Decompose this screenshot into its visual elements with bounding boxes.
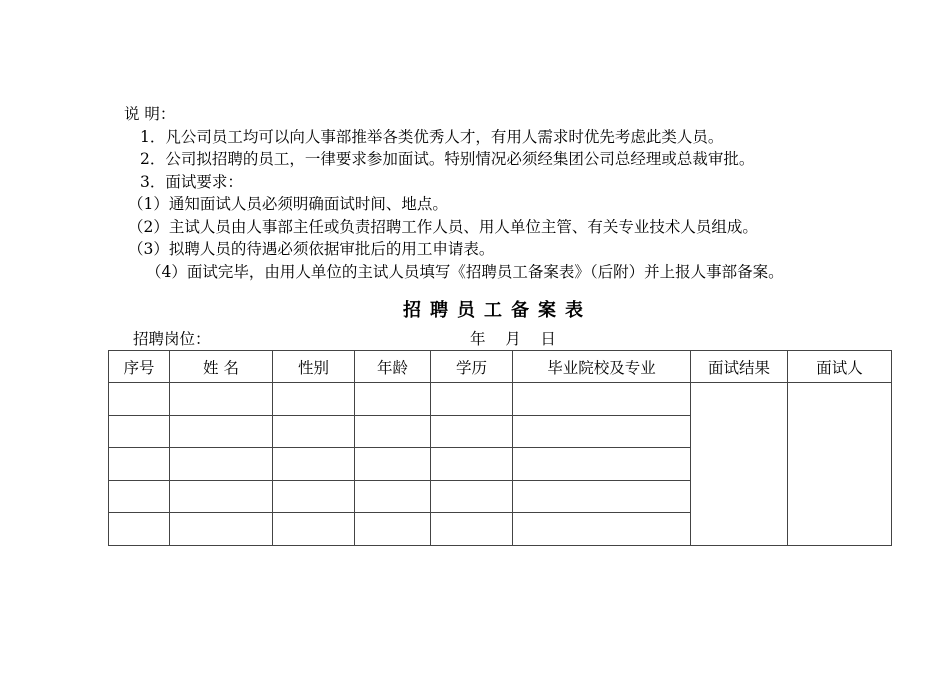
cell-school-major[interactable] xyxy=(513,513,691,546)
col-header-education: 学历 xyxy=(431,351,513,383)
cell-gender[interactable] xyxy=(273,383,355,416)
position-label: 招聘岗位： xyxy=(133,330,211,348)
cell-school-major[interactable] xyxy=(513,415,691,448)
col-header-name: 姓 名 xyxy=(170,351,273,383)
cell-number[interactable] xyxy=(109,448,170,481)
cell-gender[interactable] xyxy=(273,480,355,513)
col-header-age: 年龄 xyxy=(355,351,431,383)
col-header-school-major: 毕业院校及专业 xyxy=(513,351,691,383)
cell-name[interactable] xyxy=(170,480,273,513)
col-header-number: 序号 xyxy=(109,351,170,383)
cell-name[interactable] xyxy=(170,415,273,448)
instruction-item-2: 2．公司拟招聘的员工，一律要求参加面试。特别情况必须经集团公司总经理或总裁审批。 xyxy=(140,150,755,168)
date-label: 年 月 日 xyxy=(470,330,556,348)
cell-gender[interactable] xyxy=(273,415,355,448)
cell-age[interactable] xyxy=(355,513,431,546)
cell-gender[interactable] xyxy=(273,513,355,546)
instruction-subitem-2: （2）主试人员由人事部主任或负责招聘工作人员、用人单位主管、有关专业技术人员组成。 xyxy=(128,217,758,236)
cell-education[interactable] xyxy=(431,383,513,416)
cell-number[interactable] xyxy=(109,513,170,546)
cell-school-major[interactable] xyxy=(513,480,691,513)
cell-education[interactable] xyxy=(431,448,513,481)
table-header-row xyxy=(109,351,892,383)
instruction-item-1: 1．凡公司员工均可以向人事部推举各类优秀人才，有用人需求时优先考虑此类人员。 xyxy=(140,127,724,146)
cell-education[interactable] xyxy=(431,480,513,513)
cell-name[interactable] xyxy=(170,383,273,416)
instruction-subitem-1: （1）通知面试人员必须明确面试时间、地点。 xyxy=(128,195,448,213)
cell-number[interactable] xyxy=(109,480,170,513)
cell-name[interactable] xyxy=(170,448,273,481)
instruction-item-3: 3．面试要求： xyxy=(140,172,243,191)
cell-school-major[interactable] xyxy=(513,448,691,481)
cell-interviewer[interactable] xyxy=(788,383,892,546)
table-row xyxy=(109,383,892,416)
cell-number[interactable] xyxy=(109,415,170,448)
instruction-subitem-3: （3）拟聘人员的待遇必须依据审批后的用工申请表。 xyxy=(128,240,495,258)
instructions xyxy=(124,103,874,283)
cell-age[interactable] xyxy=(355,415,431,448)
cell-age[interactable] xyxy=(355,480,431,513)
form-title: 招聘员工备案表 xyxy=(403,300,592,321)
col-header-interviewer: 面试人 xyxy=(788,351,892,383)
cell-age[interactable] xyxy=(355,448,431,481)
recruitment-record-table xyxy=(108,350,892,546)
cell-interview-result[interactable] xyxy=(691,383,788,546)
cell-gender[interactable] xyxy=(273,448,355,481)
cell-age[interactable] xyxy=(355,383,431,416)
cell-name[interactable] xyxy=(170,513,273,546)
cell-education[interactable] xyxy=(431,415,513,448)
cell-education[interactable] xyxy=(431,513,513,546)
instruction-subitem-4: （4）面试完毕，由用人单位的主试人员填写《招聘员工备案表》（后附）并上报人事部备案。 xyxy=(146,262,784,281)
instructions-heading: 说 明： xyxy=(124,105,176,123)
cell-school-major[interactable] xyxy=(513,383,691,416)
col-header-interview-result: 面试结果 xyxy=(691,351,788,383)
cell-number[interactable] xyxy=(109,383,170,416)
col-header-gender: 性别 xyxy=(273,351,355,383)
